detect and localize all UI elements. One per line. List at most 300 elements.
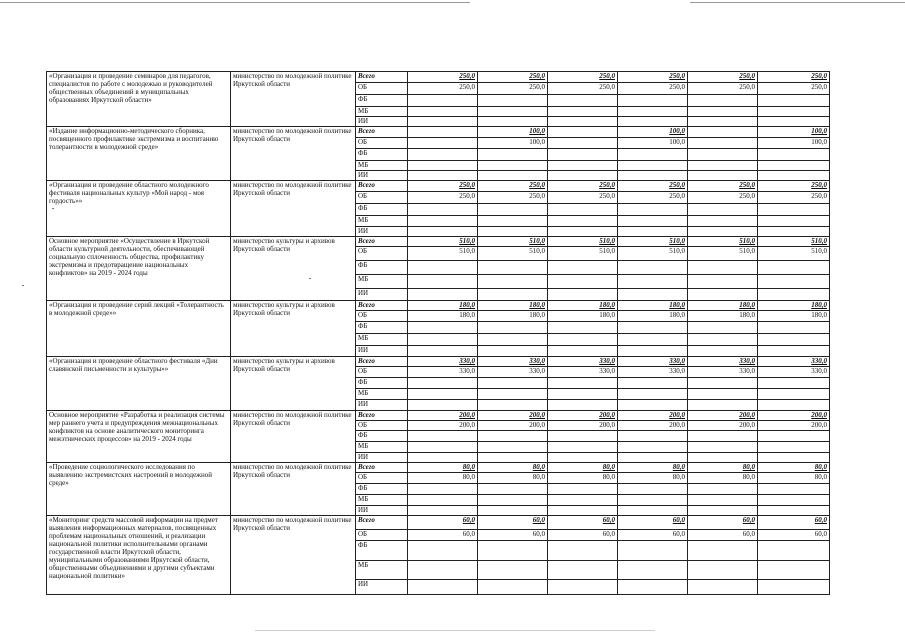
amount-cell [478, 237, 548, 247]
amount-value: 510,0 [459, 247, 475, 255]
amount-cell [618, 311, 688, 322]
amount-value: 60,0 [742, 530, 755, 538]
amount-cell [688, 107, 758, 117]
amount-cell [408, 453, 478, 463]
amount-cell [548, 367, 618, 378]
amount-cell [688, 237, 758, 247]
amount-cell [478, 107, 548, 117]
amount-value: 80,0 [814, 473, 827, 481]
amount-cell [408, 580, 478, 595]
amount-cell [618, 506, 688, 516]
activity-description: Основное мероприятие «Разработка и реализация системы мер раннего учета и предупреждения межнациональных конфликтов на основе аналитического мониторинга межэтнических процессов» на 2019 - 2024 годы [47, 411, 231, 463]
table-row-total [47, 181, 830, 192]
amount-cell [758, 311, 830, 322]
amount-value: 330,0 [811, 357, 827, 365]
amount-cell [758, 237, 830, 247]
amount-value: 60,0 [672, 530, 685, 538]
amount-value: 200,0 [599, 421, 615, 429]
responsible-executor: министерство культуры и архивов Иркутской области [231, 357, 356, 411]
amount-value: 60,0 [602, 516, 615, 524]
amount-cell [618, 334, 688, 346]
amount-cell [478, 516, 548, 530]
amount-cell [408, 367, 478, 378]
funding-source: МБ [356, 495, 408, 506]
amount-cell [548, 357, 618, 367]
amount-cell [408, 192, 478, 204]
funding-source: ФБ [356, 378, 408, 389]
amount-cell [758, 322, 830, 334]
amount-cell [548, 117, 618, 127]
amount-cell [408, 107, 478, 117]
amount-cell [758, 484, 830, 495]
amount-cell [548, 289, 618, 301]
amount-cell [548, 261, 618, 275]
table-row-total [47, 127, 830, 138]
amount-cell [688, 453, 758, 463]
amount-cell [618, 181, 688, 192]
amount-value: 250,0 [529, 72, 545, 80]
amount-value: 510,0 [529, 237, 545, 245]
amount-cell [618, 117, 688, 127]
funding-source: Всего [356, 237, 408, 247]
amount-cell [548, 541, 618, 561]
amount-cell [548, 431, 618, 442]
amount-value: 200,0 [459, 421, 475, 429]
responsible-executor: министерство по молодежной политике Иркутской области [231, 127, 356, 181]
amount-value: 250,0 [459, 192, 475, 200]
amount-cell [688, 431, 758, 442]
amount-value: 200,0 [599, 411, 615, 419]
scan-speck [22, 285, 24, 286]
funding-source: МБ [356, 442, 408, 453]
amount-cell [478, 378, 548, 389]
amount-cell [408, 72, 478, 83]
amount-value: 250,0 [811, 72, 827, 80]
amount-value: 250,0 [811, 192, 827, 200]
amount-cell [408, 421, 478, 431]
amount-cell [548, 580, 618, 595]
amount-value: 510,0 [599, 247, 615, 255]
amount-cell [478, 411, 548, 421]
amount-cell [408, 334, 478, 346]
amount-cell [548, 107, 618, 117]
amount-cell [758, 161, 830, 171]
amount-cell [408, 561, 478, 580]
amount-value: 80,0 [814, 463, 827, 471]
amount-cell [478, 484, 548, 495]
amount-value: 180,0 [811, 311, 827, 319]
table-row-total [47, 357, 830, 367]
amount-cell [758, 506, 830, 516]
amount-cell [548, 484, 618, 495]
amount-cell [618, 378, 688, 389]
amount-cell [548, 247, 618, 261]
scan-edge-top-right [690, 2, 905, 3]
amount-cell [478, 463, 548, 473]
amount-cell [548, 561, 618, 580]
amount-cell [408, 261, 478, 275]
responsible-executor: министерство по молодежной политике Иркутской области [231, 463, 356, 516]
amount-cell [408, 530, 478, 541]
amount-cell [618, 389, 688, 400]
activity-description: «Мониторинг средств массовой информации на предмет выявления информационных материалов, посвященных проблемам национальных отношений, и реализации национальной политики исполнительными органами государственной власти Иркутской области, муниципальными образованиями Иркутской области, общественными объединениями и другими субъектами национальной политики» [47, 516, 231, 595]
amount-cell [688, 346, 758, 357]
amount-cell [688, 171, 758, 181]
amount-cell [408, 301, 478, 311]
amount-cell [688, 530, 758, 541]
amount-cell [548, 181, 618, 192]
amount-value: 180,0 [599, 311, 615, 319]
amount-cell [758, 495, 830, 506]
amount-cell [618, 473, 688, 484]
amount-cell [478, 506, 548, 516]
amount-value: 80,0 [602, 473, 615, 481]
amount-cell [548, 161, 618, 171]
funding-source: Всего [356, 411, 408, 421]
amount-cell [688, 495, 758, 506]
amount-value: 200,0 [669, 411, 685, 419]
amount-value: 180,0 [669, 301, 685, 309]
amount-cell [688, 181, 758, 192]
amount-value: 100,0 [669, 127, 685, 135]
funding-source: МБ [356, 161, 408, 171]
amount-value: 180,0 [739, 311, 755, 319]
responsible-executor: министерство культуры и архивов Иркутской области [231, 237, 356, 301]
amount-value: 330,0 [459, 367, 475, 375]
amount-value: 100,0 [529, 138, 545, 146]
amount-value: 80,0 [672, 473, 685, 481]
amount-cell [408, 389, 478, 400]
funding-source: Всего [356, 357, 408, 367]
funding-source: МБ [356, 107, 408, 117]
amount-cell [758, 580, 830, 595]
amount-cell [408, 204, 478, 216]
amount-cell [688, 334, 758, 346]
amount-value: 100,0 [529, 127, 545, 135]
amount-value: 80,0 [602, 463, 615, 471]
amount-value: 510,0 [599, 237, 615, 245]
amount-cell [618, 72, 688, 83]
funding-source: МБ [356, 216, 408, 227]
amount-cell [758, 275, 830, 289]
amount-cell [688, 301, 758, 311]
amount-cell [478, 322, 548, 334]
amount-cell [618, 453, 688, 463]
amount-cell [408, 322, 478, 334]
amount-cell [408, 463, 478, 473]
amount-cell [758, 346, 830, 357]
amount-value: 250,0 [811, 83, 827, 91]
amount-cell [618, 442, 688, 453]
amount-value: 200,0 [459, 411, 475, 419]
amount-cell [478, 275, 548, 289]
amount-cell [618, 171, 688, 181]
amount-value: 250,0 [599, 72, 615, 80]
amount-value: 330,0 [599, 367, 615, 375]
amount-value: 250,0 [529, 181, 545, 189]
amount-cell [758, 149, 830, 161]
amount-cell [688, 247, 758, 261]
amount-cell [688, 411, 758, 421]
amount-cell [478, 495, 548, 506]
amount-cell [478, 204, 548, 216]
amount-cell [618, 289, 688, 301]
amount-cell [478, 580, 548, 595]
amount-value: 60,0 [672, 516, 685, 524]
amount-cell [618, 204, 688, 216]
funding-source: ФБ [356, 431, 408, 442]
amount-cell [408, 117, 478, 127]
amount-cell [688, 541, 758, 561]
scan-speck [52, 208, 54, 209]
funding-source: ИИ [356, 346, 408, 357]
amount-cell [618, 561, 688, 580]
funding-source: Всего [356, 516, 408, 530]
amount-value: 510,0 [739, 237, 755, 245]
amount-cell [618, 400, 688, 411]
amount-value: 330,0 [459, 357, 475, 365]
amount-value: 200,0 [529, 421, 545, 429]
amount-cell [408, 541, 478, 561]
amount-cell [478, 311, 548, 322]
funding-source: ИИ [356, 506, 408, 516]
amount-value: 80,0 [462, 463, 475, 471]
amount-value: 180,0 [529, 311, 545, 319]
activity-description: «Организация и проведение областного молодежного фестиваля национальных культур «Мой народ - моя гордость»» [47, 181, 231, 237]
amount-cell [618, 216, 688, 227]
amount-value: 180,0 [669, 311, 685, 319]
amount-cell [688, 83, 758, 95]
amount-cell [688, 367, 758, 378]
amount-cell [478, 431, 548, 442]
amount-cell [618, 192, 688, 204]
funding-source: Всего [356, 127, 408, 138]
amount-cell [618, 301, 688, 311]
amount-cell [618, 357, 688, 367]
amount-cell [478, 181, 548, 192]
amount-cell [408, 247, 478, 261]
amount-cell [618, 107, 688, 117]
amount-cell [548, 192, 618, 204]
amount-cell [408, 411, 478, 421]
amount-cell [408, 181, 478, 192]
amount-cell [478, 216, 548, 227]
amount-cell [618, 516, 688, 530]
amount-cell [478, 138, 548, 149]
amount-value: 180,0 [739, 301, 755, 309]
amount-cell [618, 247, 688, 261]
funding-source: ИИ [356, 400, 408, 411]
amount-cell [408, 484, 478, 495]
funding-source: ОБ [356, 192, 408, 204]
amount-cell [478, 227, 548, 237]
amount-cell [548, 127, 618, 138]
amount-value: 510,0 [669, 247, 685, 255]
amount-cell [758, 516, 830, 530]
amount-cell [548, 322, 618, 334]
amount-cell [758, 72, 830, 83]
amount-cell [548, 237, 618, 247]
amount-cell [758, 541, 830, 561]
amount-cell [688, 516, 758, 530]
amount-value: 510,0 [459, 237, 475, 245]
table-row-total [47, 516, 830, 530]
amount-cell [688, 289, 758, 301]
amount-cell [758, 83, 830, 95]
amount-value: 330,0 [529, 367, 545, 375]
amount-value: 330,0 [811, 367, 827, 375]
funding-source: ИИ [356, 171, 408, 181]
activity-description: «Издание информационно-методического сборника, посвященного профилактике экстремизма и воспитанию толерантности в молодежной среде» [47, 127, 231, 181]
amount-cell [758, 378, 830, 389]
amount-value: 200,0 [811, 421, 827, 429]
amount-cell [408, 171, 478, 181]
amount-cell [478, 117, 548, 127]
amount-cell [548, 506, 618, 516]
amount-cell [478, 83, 548, 95]
amount-cell [758, 95, 830, 107]
amount-cell [688, 95, 758, 107]
amount-value: 250,0 [459, 72, 475, 80]
table-row-total [47, 411, 830, 421]
amount-cell [618, 227, 688, 237]
amount-cell [758, 171, 830, 181]
amount-cell [478, 261, 548, 275]
amount-cell [548, 346, 618, 357]
amount-value: 80,0 [532, 463, 545, 471]
amount-cell [548, 171, 618, 181]
funding-source: ОБ [356, 473, 408, 484]
amount-cell [408, 495, 478, 506]
table-row-total [47, 237, 830, 247]
amount-cell [478, 541, 548, 561]
amount-cell [618, 83, 688, 95]
amount-cell [688, 117, 758, 127]
amount-value: 250,0 [811, 181, 827, 189]
amount-cell [688, 322, 758, 334]
amount-value: 250,0 [599, 181, 615, 189]
amount-value: 250,0 [739, 72, 755, 80]
amount-cell [758, 301, 830, 311]
amount-cell [408, 95, 478, 107]
amount-value: 250,0 [459, 181, 475, 189]
amount-cell [478, 346, 548, 357]
amount-cell [618, 275, 688, 289]
amount-cell [618, 261, 688, 275]
amount-cell [758, 400, 830, 411]
amount-cell [478, 357, 548, 367]
activity-description: «Организация и проведение семинаров для педагогов, специалистов по работе с молодежью и руководителей общественных объединений в муниципальных образованиях Иркутской области» [47, 72, 231, 127]
activity-description: «Проведение социологического исследования по выявлению экстремистских настроений в молодежной среде» [47, 463, 231, 516]
funding-source: ИИ [356, 117, 408, 127]
amount-cell [758, 127, 830, 138]
amount-value: 80,0 [742, 473, 755, 481]
amount-cell [758, 204, 830, 216]
amount-cell [478, 389, 548, 400]
amount-cell [478, 149, 548, 161]
funding-source: ОБ [356, 311, 408, 322]
amount-cell [758, 561, 830, 580]
amount-cell [478, 161, 548, 171]
amount-value: 250,0 [669, 72, 685, 80]
amount-cell [688, 389, 758, 400]
amount-cell [688, 378, 758, 389]
amount-cell [408, 216, 478, 227]
amount-cell [548, 463, 618, 473]
amount-cell [618, 138, 688, 149]
scan-edge-top-left [0, 2, 470, 3]
scan-speck [309, 278, 311, 279]
funding-source: ОБ [356, 421, 408, 431]
funding-source: Всего [356, 301, 408, 311]
amount-value: 180,0 [599, 301, 615, 309]
amount-value: 330,0 [669, 367, 685, 375]
amount-value: 510,0 [529, 247, 545, 255]
amount-cell [688, 127, 758, 138]
amount-value: 510,0 [811, 247, 827, 255]
amount-cell [688, 421, 758, 431]
amount-cell [408, 275, 478, 289]
amount-value: 60,0 [532, 530, 545, 538]
funding-source: ФБ [356, 484, 408, 495]
amount-cell [618, 431, 688, 442]
amount-cell [478, 530, 548, 541]
amount-value: 180,0 [811, 301, 827, 309]
amount-cell [548, 453, 618, 463]
scan-footer-mark [255, 630, 655, 631]
amount-cell [478, 72, 548, 83]
amount-cell [618, 127, 688, 138]
amount-cell [688, 484, 758, 495]
amount-cell [548, 442, 618, 453]
amount-value: 80,0 [462, 473, 475, 481]
amount-cell [758, 389, 830, 400]
amount-value: 200,0 [529, 411, 545, 419]
amount-value: 250,0 [669, 192, 685, 200]
funding-source: ИИ [356, 453, 408, 463]
amount-cell [758, 431, 830, 442]
amount-cell [618, 237, 688, 247]
amount-cell [548, 216, 618, 227]
funding-source: ФБ [356, 204, 408, 216]
amount-cell [688, 463, 758, 473]
amount-cell [548, 389, 618, 400]
amount-value: 510,0 [669, 237, 685, 245]
funding-source: ФБ [356, 322, 408, 334]
amount-cell [478, 127, 548, 138]
amount-cell [758, 442, 830, 453]
amount-cell [758, 530, 830, 541]
amount-cell [688, 204, 758, 216]
funding-source: ОБ [356, 138, 408, 149]
amount-cell [548, 495, 618, 506]
funding-source: МБ [356, 389, 408, 400]
funding-source: МБ [356, 334, 408, 346]
amount-cell [548, 138, 618, 149]
amount-cell [478, 289, 548, 301]
amount-cell [478, 247, 548, 261]
amount-value: 200,0 [811, 411, 827, 419]
amount-value: 330,0 [669, 357, 685, 365]
amount-cell [548, 204, 618, 216]
amount-cell [618, 346, 688, 357]
amount-cell [758, 421, 830, 431]
amount-value: 250,0 [599, 192, 615, 200]
amount-cell [688, 72, 758, 83]
amount-value: 60,0 [602, 530, 615, 538]
amount-value: 60,0 [462, 530, 475, 538]
amount-cell [758, 192, 830, 204]
